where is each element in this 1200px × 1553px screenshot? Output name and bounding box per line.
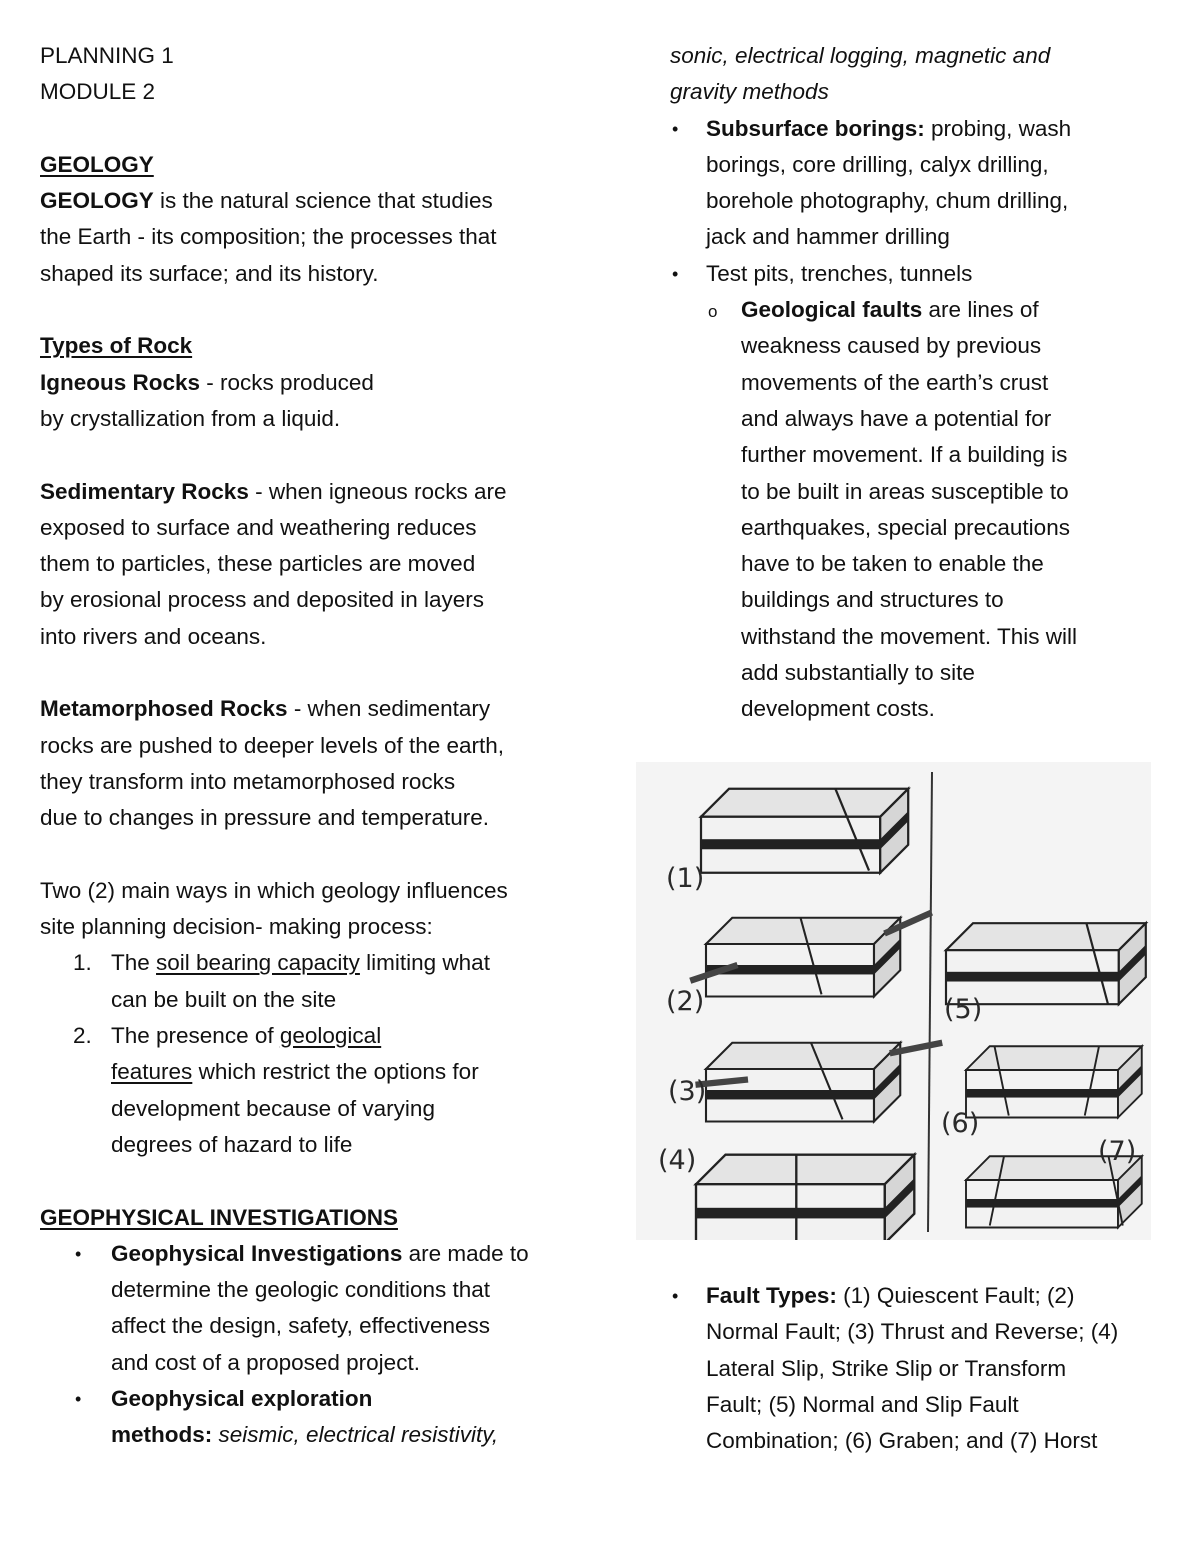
fault-label-1: (1) [666,863,705,894]
rock-types-heading: Types of Rock [40,333,193,359]
geology-term: GEOLOGY [40,188,154,214]
fault-types-section [670,1278,1180,1459]
geology-definition-line: GEOLOGY is the natural science that studies [40,188,493,214]
bullet-icon: • [75,1388,82,1409]
bullet-item-fault-types: • Fault Types: (1) Quiescent Fault; (2) Normal Fault; (3) Thrust and Reverse; (4) Lateral Slip, Strike Slip or Transform Fault; (5) Normal and Slip Fault Combination; (6) Graben; and (7) Horst [670,1278,1180,1459]
doc-title: PLANNING 1 [40,43,174,68]
sub-bullet-icon: o [708,302,718,322]
geology-heading: GEOLOGY [40,151,154,177]
sedimentary-term: Sedimentary Rocks [40,478,249,504]
metamorphosed-line: they transform into metamorphosed rocks [40,768,456,794]
bullet-item-test-pits: • Test pits, trenches, tunnels [670,256,1180,292]
metamorphosed-line: Metamorphosed Rocks - when sedimentary [40,696,491,722]
metamorphosed-term: Metamorphosed Rocks [40,696,288,722]
fault-block-6 [966,1046,1142,1117]
bullet-icon: • [672,263,679,284]
sedimentary-line: into rivers and oceans. [40,623,267,649]
exploration-methods-continued: sonic, electrical logging, magnetic and [670,43,1051,68]
fault-block-5 [946,923,1146,1004]
item-number: 1. [73,950,92,976]
left-column [40,38,580,1454]
soil-bearing-capacity-term: soil bearing capacity [156,950,360,976]
bullet-icon: • [672,1286,679,1306]
igneous-term: Igneous Rocks [40,369,201,395]
geology-definition-line: shaped its surface; and its history. [40,260,379,286]
fault-block-4 [696,1155,914,1240]
geophysical-heading: GEOPHYSICAL INVESTIGATIONS [40,1204,398,1230]
fault-block-1 [701,789,908,873]
fault-label-6: (6) [941,1108,980,1139]
fault-label-2: (2) [666,986,705,1017]
bullet-icon: • [672,118,679,139]
influence-intro: Two (2) main ways in which geology influences [40,877,508,903]
fault-label-5: (5) [944,994,983,1025]
fault-types-figure [636,762,1151,1240]
sedimentary-line: them to particles, these particles are moved [40,551,476,577]
sedimentary-line: exposed to surface and weathering reduces [40,514,477,540]
fault-label-4: (4) [658,1145,697,1176]
geological-features-term: geological [279,1023,382,1049]
numbered-item-1: 1. The soil bearing capacity limiting what can be built on the site [40,945,580,1018]
fault-label-3: (3) [668,1076,707,1107]
sub-bullet-geological-faults: o Geological faults are lines of weakness caused by previous movements of the earth’s crust and always have a potential for further movement. If a building is to be built in areas susceptible to earthquakes, special precautions have to be taken to enable the buildings and structures to withstand the movement. This will add substantially to site development costs. [634,292,1180,728]
sedimentary-line: Sedimentary Rocks - when igneous rocks are [40,478,507,504]
item-number: 2. [73,1023,92,1049]
doc-module: MODULE 2 [40,79,156,105]
right-column [670,38,1180,728]
geology-definition-line: the Earth - its composition; the processes that [40,224,497,250]
bullet-item-subsurface-borings: • Subsurface borings: probing, wash borings, core drilling, calyx drilling, borehole photography, chum drilling, jack and hammer drilling [670,111,1180,256]
bullet-icon: • [75,1243,82,1264]
metamorphosed-line: due to changes in pressure and temperature. [40,805,490,831]
igneous-line: by crystallization from a liquid. [40,405,341,431]
influence-intro: site planning decision- making process: [40,914,433,940]
bullet-item-geophysical-investigations: • Geophysical Investigations are made to determine the geologic conditions that affect the design, safety, effectiveness and cost of a proposed project. [40,1236,580,1381]
bullet-item-exploration-methods: • Geophysical exploration methods: seismic, electrical resistivity, [40,1381,580,1454]
metamorphosed-line: rocks are pushed to deeper levels of the earth, [40,732,505,758]
sedimentary-line: by erosional process and deposited in layers [40,587,485,613]
exploration-methods-continued: gravity methods [670,79,829,105]
fault-label-7: (7) [1098,1136,1137,1167]
numbered-item-2: 2. The presence of geological features which restrict the options for development because of varying degrees of hazard to life [40,1018,580,1163]
igneous-line: Igneous Rocks - rocks produced [40,369,374,395]
